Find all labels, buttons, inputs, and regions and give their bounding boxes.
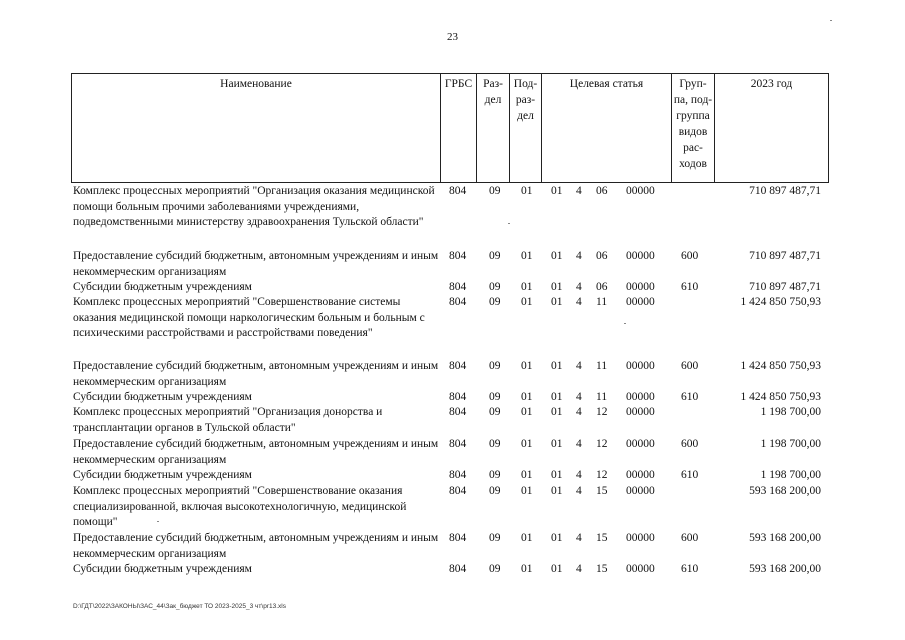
row-grbs: 804	[449, 185, 467, 197]
row-cs-direction: 00000	[626, 391, 655, 403]
header-podrazdel: Под- раз- дел	[510, 74, 542, 182]
row-cs-program: 01	[551, 281, 563, 293]
row-cs-direction: 00000	[626, 360, 655, 372]
row-podrazdel: 01	[521, 406, 533, 418]
row-cs-type: 4	[576, 485, 582, 497]
row-podrazdel: 01	[521, 438, 533, 450]
row-cs-element: 15	[596, 485, 608, 497]
row-podrazdel: 01	[521, 391, 533, 403]
row-razdel: 09	[489, 469, 501, 481]
row-amount: 1 198 700,00	[760, 438, 821, 450]
row-cs-type: 4	[576, 532, 582, 544]
row-name: Комплекс процессных мероприятий "Совершенствование оказания специализированной, включая высокотехнологичную, медицинской помощи"	[73, 485, 407, 528]
row-cs-element: 12	[596, 406, 608, 418]
row-cs-direction: 00000	[626, 281, 655, 293]
header-grbs: ГРБС	[441, 74, 477, 182]
row-podrazdel: 01	[521, 469, 533, 481]
row-cs-element: 11	[596, 360, 608, 372]
page-number: 23	[447, 31, 458, 43]
row-razdel: 09	[489, 250, 501, 262]
row-amount: 1 198 700,00	[760, 469, 821, 481]
row-podrazdel: 01	[521, 281, 533, 293]
row-razdel: 09	[489, 360, 501, 372]
row-cs-program: 01	[551, 438, 563, 450]
scan-speck	[508, 223, 510, 224]
row-cs-direction: 00000	[626, 485, 655, 497]
row-cs-element: 15	[596, 532, 608, 544]
row-cs-direction: 00000	[626, 185, 655, 197]
file-path-footer: D:\ГДТ\2022\ЗАКОНЫ\ЗАС_44\Зак_бюджет ТО 2023-2025_3 чт\pr13.xls	[73, 603, 286, 610]
row-grbs: 804	[449, 563, 467, 575]
row-cs-program: 01	[551, 485, 563, 497]
row-group: 610	[681, 563, 699, 575]
row-amount: 1 424 850 750,93	[740, 296, 821, 308]
row-podrazdel: 01	[521, 360, 533, 372]
row-grbs: 804	[449, 438, 467, 450]
row-group: 600	[681, 250, 699, 262]
row-cs-type: 4	[576, 406, 582, 418]
row-razdel: 09	[489, 485, 501, 497]
row-amount: 593 168 200,00	[749, 532, 821, 544]
row-grbs: 804	[449, 391, 467, 403]
scan-speck	[830, 20, 832, 21]
row-cs-element: 06	[596, 250, 608, 262]
row-amount: 710 897 487,71	[749, 281, 821, 293]
row-amount: 710 897 487,71	[749, 185, 821, 197]
row-razdel: 09	[489, 185, 501, 197]
row-cs-direction: 00000	[626, 250, 655, 262]
row-cs-type: 4	[576, 296, 582, 308]
row-razdel: 09	[489, 391, 501, 403]
row-group: 610	[681, 391, 699, 403]
scan-speck	[624, 323, 626, 324]
row-podrazdel: 01	[521, 185, 533, 197]
row-cs-program: 01	[551, 391, 563, 403]
row-group: 610	[681, 469, 699, 481]
row-cs-type: 4	[576, 469, 582, 481]
row-grbs: 804	[449, 281, 467, 293]
row-cs-type: 4	[576, 281, 582, 293]
row-cs-program: 01	[551, 406, 563, 418]
row-grbs: 804	[449, 360, 467, 372]
row-name: Субсидии бюджетным учреждениям	[73, 391, 252, 403]
row-name: Предоставление субсидий бюджетным, автономным учреждениям и иным некоммерческим организациям	[73, 438, 439, 466]
row-amount: 593 168 200,00	[749, 563, 821, 575]
row-cs-direction: 00000	[626, 438, 655, 450]
row-group: 600	[681, 438, 699, 450]
row-cs-program: 01	[551, 532, 563, 544]
row-grbs: 804	[449, 296, 467, 308]
row-group: 610	[681, 281, 699, 293]
row-cs-type: 4	[576, 250, 582, 262]
row-amount: 1 198 700,00	[760, 406, 821, 418]
row-podrazdel: 01	[521, 250, 533, 262]
row-cs-program: 01	[551, 185, 563, 197]
row-cs-direction: 00000	[626, 532, 655, 544]
row-name: Субсидии бюджетным учреждениям	[73, 281, 252, 293]
row-cs-type: 4	[576, 563, 582, 575]
row-razdel: 09	[489, 406, 501, 418]
row-cs-element: 12	[596, 469, 608, 481]
row-cs-program: 01	[551, 469, 563, 481]
row-cs-program: 01	[551, 250, 563, 262]
row-name: Комплекс процессных мероприятий "Организация оказания медицинской помощи больным прочими заболеваниями учреждениями, подведомственными министерству здравоохранения Тульской области"	[73, 185, 435, 228]
row-name: Субсидии бюджетным учреждениям	[73, 563, 252, 575]
row-razdel: 09	[489, 563, 501, 575]
row-name: Предоставление субсидий бюджетным, автономным учреждениям и иным некоммерческим организациям	[73, 250, 439, 278]
row-name: Предоставление субсидий бюджетным, автономным учреждениям и иным некоммерческим организациям	[73, 532, 439, 560]
row-razdel: 09	[489, 296, 501, 308]
header-name: Наименование	[72, 74, 441, 182]
row-name: Предоставление субсидий бюджетным, автономным учреждениям и иным некоммерческим организациям	[73, 360, 439, 388]
row-cs-program: 01	[551, 563, 563, 575]
row-cs-element: 06	[596, 281, 608, 293]
row-grbs: 804	[449, 485, 467, 497]
row-podrazdel: 01	[521, 296, 533, 308]
row-amount: 593 168 200,00	[749, 485, 821, 497]
scan-speck	[157, 521, 159, 522]
row-razdel: 09	[489, 532, 501, 544]
row-cs-element: 06	[596, 185, 608, 197]
row-grbs: 804	[449, 406, 467, 418]
row-cs-type: 4	[576, 185, 582, 197]
row-cs-type: 4	[576, 360, 582, 372]
row-cs-type: 4	[576, 438, 582, 450]
row-cs-element: 11	[596, 391, 608, 403]
row-name: Комплекс процессных мероприятий "Совершенствование системы оказания медицинской помощи наркологическим больным и больным с психическими расстройствами и расстройствами поведения"	[73, 296, 425, 339]
table-header	[71, 73, 829, 183]
row-group: 600	[681, 532, 699, 544]
row-cs-program: 01	[551, 296, 563, 308]
row-podrazdel: 01	[521, 532, 533, 544]
row-cs-element: 12	[596, 438, 608, 450]
header-year: 2023 год	[750, 78, 793, 90]
header-celevaya-statya: Целевая статья	[542, 74, 672, 182]
row-grbs: 804	[449, 250, 467, 262]
row-cs-element: 11	[596, 296, 608, 308]
row-cs-type: 4	[576, 391, 582, 403]
row-cs-program: 01	[551, 360, 563, 372]
row-cs-direction: 00000	[626, 563, 655, 575]
row-podrazdel: 01	[521, 485, 533, 497]
row-amount: 1 424 850 750,93	[740, 360, 821, 372]
row-razdel: 09	[489, 281, 501, 293]
row-razdel: 09	[489, 438, 501, 450]
header-razdel: Раз- дел	[477, 74, 510, 182]
row-cs-element: 15	[596, 563, 608, 575]
row-grbs: 804	[449, 469, 467, 481]
header-gruppa-vidov: Груп- па, под- группа видов рас- ходов	[672, 74, 715, 182]
row-amount: 710 897 487,71	[749, 250, 821, 262]
row-grbs: 804	[449, 532, 467, 544]
row-name: Комплекс процессных мероприятий "Организация донорства и трансплантации органов в Тульской области"	[73, 406, 383, 434]
row-name: Субсидии бюджетным учреждениям	[73, 469, 252, 481]
row-podrazdel: 01	[521, 563, 533, 575]
row-cs-direction: 00000	[626, 469, 655, 481]
row-group: 600	[681, 360, 699, 372]
row-cs-direction: 00000	[626, 296, 655, 308]
row-cs-direction: 00000	[626, 406, 655, 418]
row-amount: 1 424 850 750,93	[740, 391, 821, 403]
